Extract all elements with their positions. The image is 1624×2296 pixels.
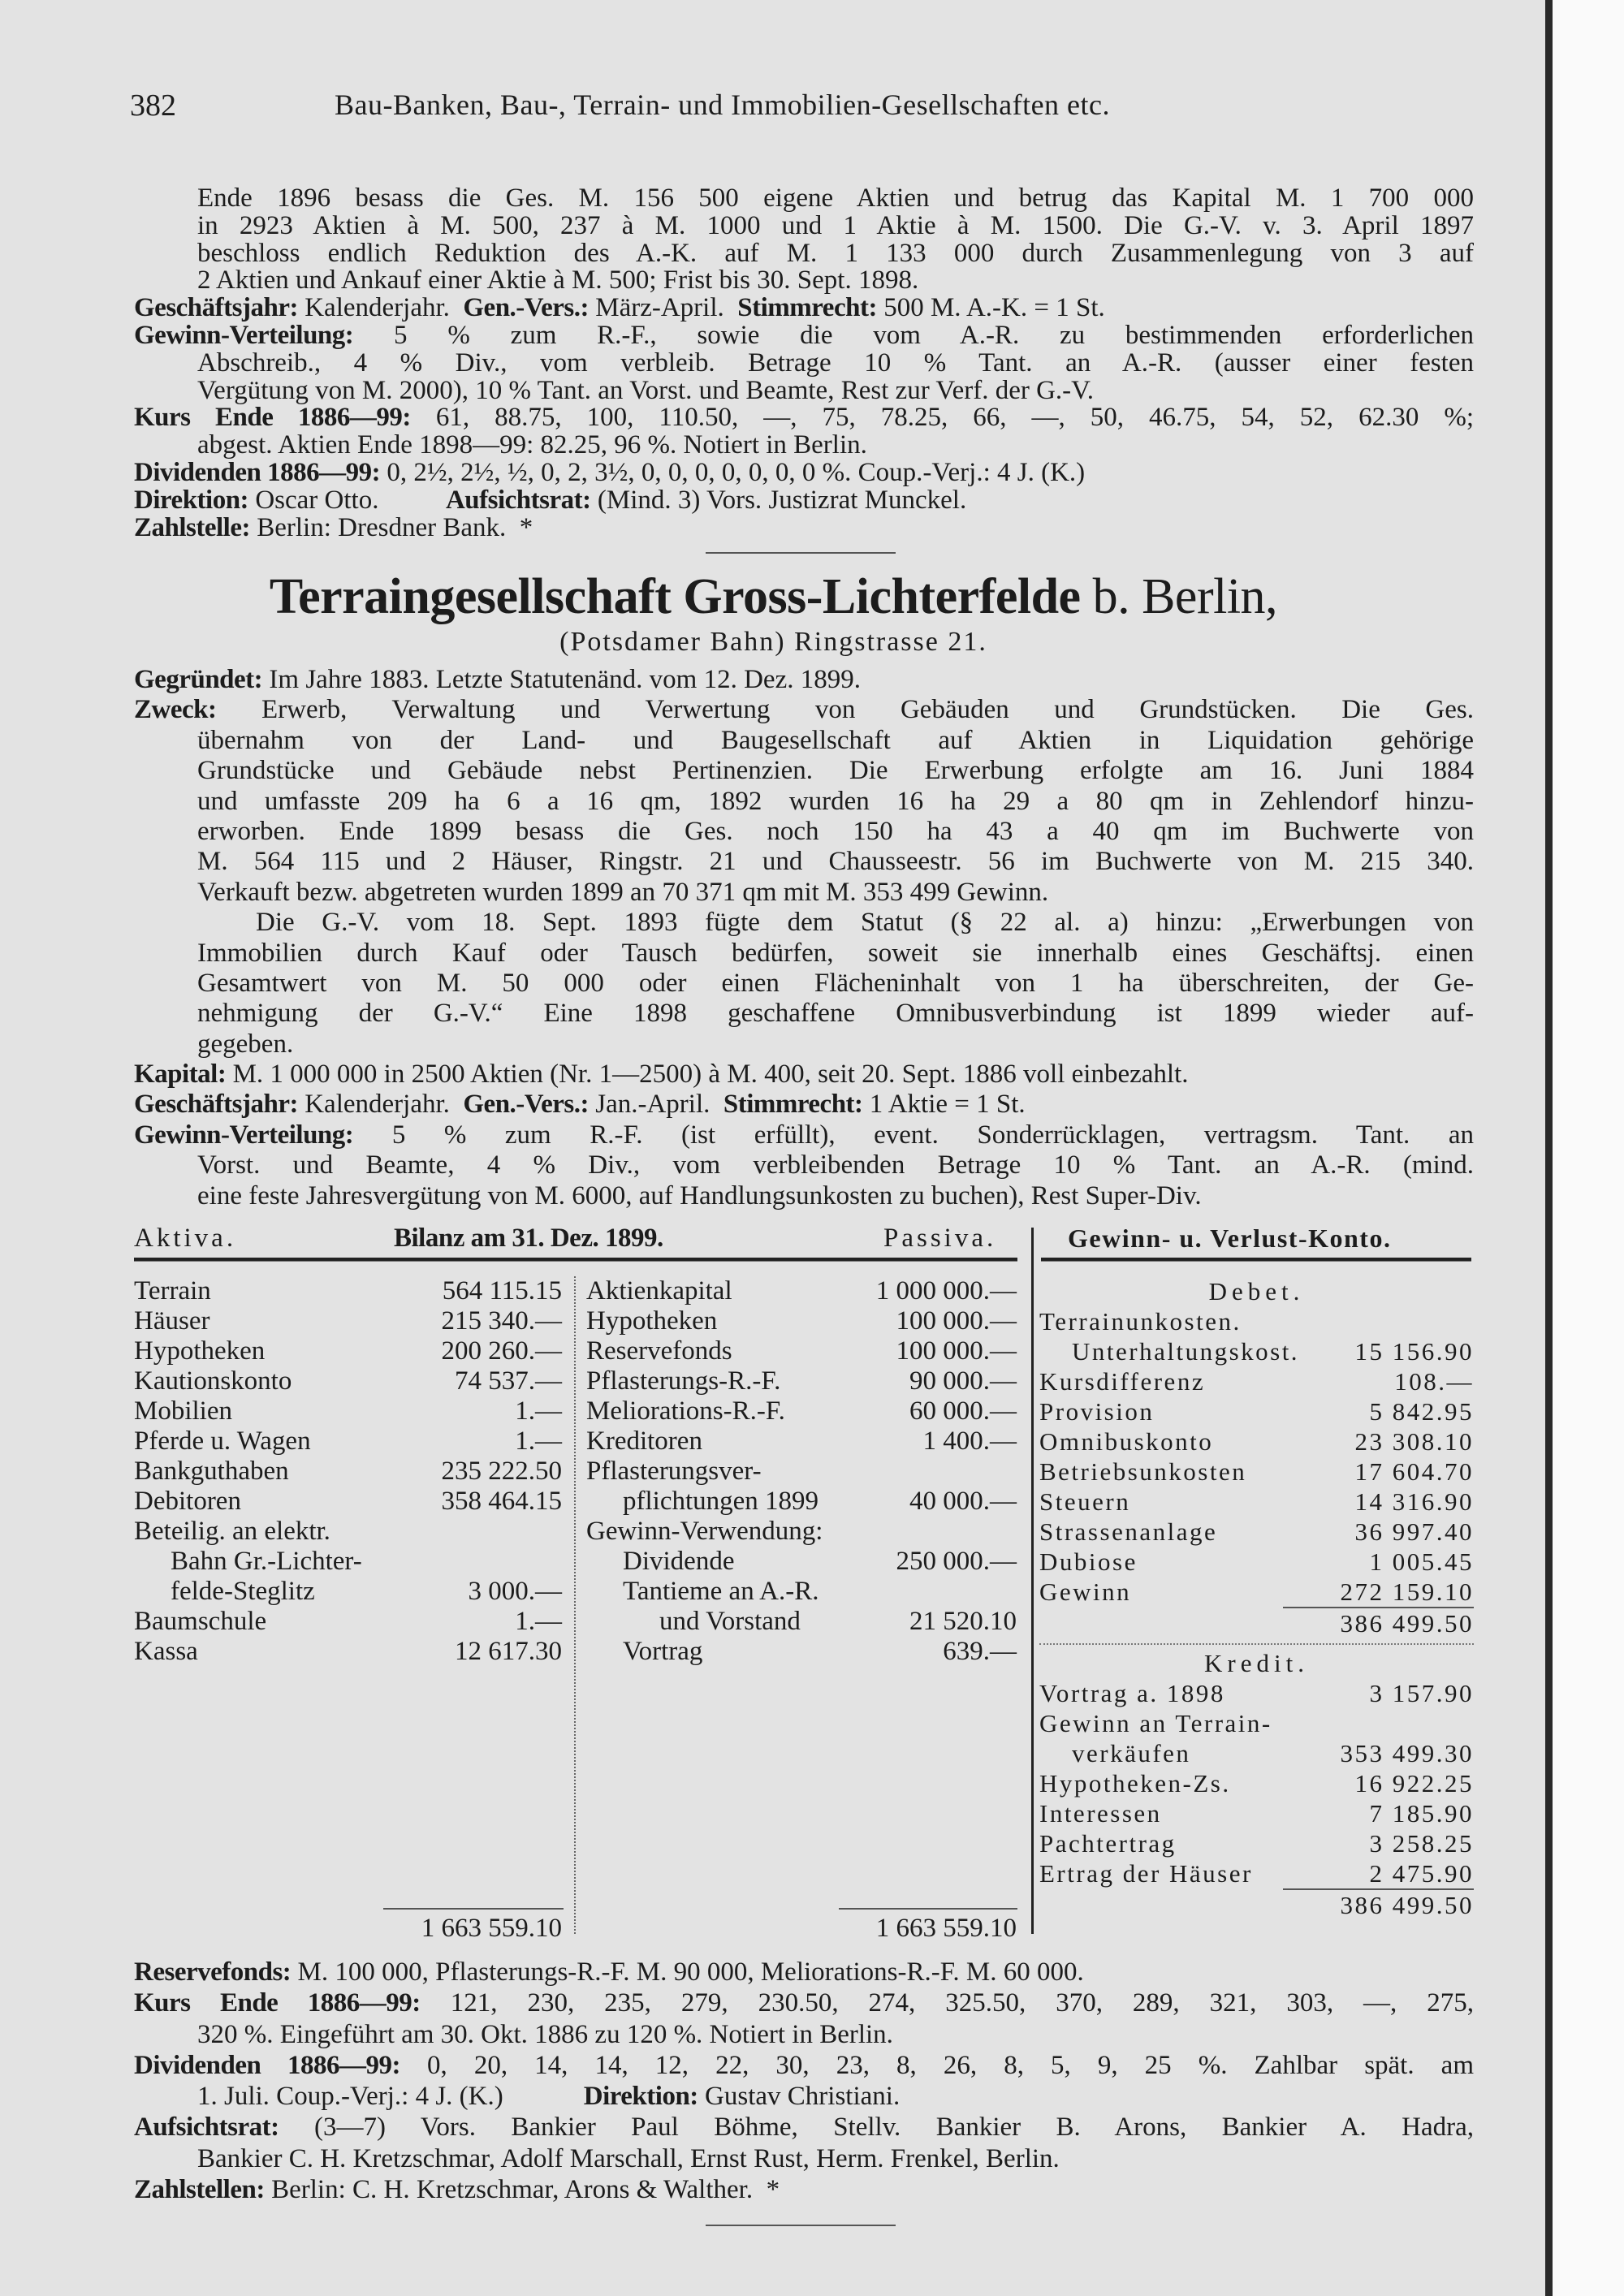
text-line — [134, 665, 1474, 695]
field-text: Ende 1896 besass die Ges. M. 156 500 eigene Aktien und betrug das Kapital M. 1 700 000 — [197, 183, 1474, 213]
bilanz-header-rule — [134, 1258, 1017, 1262]
entry-end-separator — [706, 2225, 896, 2226]
debet-row — [1039, 1517, 1474, 1547]
text-line — [134, 267, 1474, 295]
row-label: Betriebsunkosten — [1039, 1457, 1247, 1486]
passiva-row — [586, 1457, 1017, 1487]
row-label: Hypotheken-Zs. — [1039, 1769, 1231, 1798]
field-text: Vorst. und Beamte, 4 % Div., vom verbleibenden Betrage 10 % Tant. an A.-R. (mind. — [197, 1150, 1474, 1180]
row-label: felde-Steglitz — [171, 1577, 315, 1606]
row-label: Gewinn-Verwendung: — [586, 1517, 823, 1546]
field-label: Stimmrecht: — [723, 1090, 863, 1120]
row-value: 15 156.90 — [1354, 1337, 1474, 1366]
passiva-row — [586, 1306, 1017, 1336]
field-label: Direktion: — [583, 2082, 698, 2112]
row-value: 358 464.15 — [441, 1487, 562, 1516]
field-text: Verkauft bezw. abgetreten wurden 1899 an 70 371 qm mit M. 353 499 Gewinn. — [197, 877, 1049, 907]
field-label: Kurs Ende 1886—99: — [134, 1988, 421, 2018]
text-line — [134, 1060, 1474, 1090]
company-entry-footer — [134, 1957, 1474, 2205]
field-label: Geschäftsjahr: — [134, 293, 298, 323]
debet-row — [1039, 1336, 1474, 1366]
field-label: Gegründet: — [134, 665, 263, 694]
debet-row — [1039, 1366, 1474, 1396]
field-label: Zahlstelle: — [134, 512, 250, 542]
text-line — [134, 2081, 1474, 2112]
guv-header-rule — [1041, 1258, 1471, 1262]
row-value: 3 000.— — [468, 1577, 562, 1606]
kredit-row — [1039, 1738, 1474, 1768]
kredit-row — [1039, 1798, 1474, 1828]
field-text: Die G.-V. vom 18. Sept. 1893 fügte dem Statut (§ 22 al. a) hinzu: „Erwerbungen von — [256, 908, 1474, 938]
field-text: gegeben. — [197, 1029, 294, 1059]
aktiva-row — [134, 1396, 562, 1426]
running-head: Bau-Banken, Bau-, Terrain- und Immobilien-Gesellschaften etc. — [335, 88, 1111, 121]
text-line — [134, 787, 1474, 817]
field-text: M. 564 115 und 2 Häuser, Ringstr. 21 und Chausseestr. 56 im Buchwerte von M. 215 340. — [197, 847, 1474, 877]
debet-row — [1039, 1457, 1474, 1487]
debet-row — [1039, 1547, 1474, 1577]
entry-separator — [706, 552, 896, 554]
field-text: 2 Aktien und Ankauf einer Aktie à M. 500; Frist bis 30. Sept. 1898. — [197, 265, 919, 296]
field-text: 0, 2½, 2½, ½, 0, 2, 3½, 0, 0, 0, 0, 0, 0, 0 %. Coup.-Verj.: 4 J. (K.) — [380, 457, 1086, 487]
row-label: Reservefonds — [586, 1336, 732, 1366]
row-value: 36 997.40 — [1354, 1517, 1474, 1546]
row-label: Terrainunkosten. — [1039, 1307, 1242, 1336]
aktiva-row — [134, 1366, 562, 1396]
row-label: Gewinn an Terrain- — [1039, 1709, 1272, 1737]
field-text: erworben. Ende 1899 besass die Ges. noch 150 ha 43 a 40 qm im Buchwerte von — [197, 816, 1474, 846]
debet-row — [1039, 1577, 1474, 1607]
text-line — [134, 878, 1474, 908]
table-divider — [1031, 1228, 1034, 1934]
row-label: Vortrag — [623, 1637, 703, 1666]
passiva-row — [586, 1637, 1017, 1667]
field-text: Vergütung von M. 2000), 10 % Tant. an Vorst. und Beamte, Rest zur Verf. der G.-V. — [197, 375, 1094, 405]
company-address: (Potsdamer Bahn) Ringstrasse 21. — [559, 627, 987, 657]
row-value: 272 159.10 — [1340, 1577, 1474, 1606]
aktiva-row — [134, 1336, 562, 1366]
row-value: 7 185.90 — [1369, 1799, 1474, 1828]
row-label: Kursdifferenz — [1039, 1367, 1206, 1396]
aktiva-heading: Aktiva. — [134, 1224, 237, 1253]
aktiva-row — [134, 1517, 562, 1547]
row-label: Steuern — [1039, 1487, 1131, 1516]
aktiva-row — [134, 1577, 562, 1607]
field-text: eine feste Jahresvergütung von M. 6000, auf Handlungsunkosten zu buchen), Rest Super-Div. — [197, 1180, 1202, 1211]
previous-company-entry — [134, 185, 1474, 542]
row-label: Baumschule — [134, 1607, 267, 1636]
row-label: Omnibuskonto — [1039, 1427, 1214, 1456]
aktiva-row — [134, 1457, 562, 1487]
row-label: Hypotheken — [134, 1336, 266, 1366]
row-label: Kreditoren — [586, 1426, 702, 1456]
field-label: Dividenden 1886—99: — [134, 457, 381, 487]
row-value: 3 258.25 — [1369, 1829, 1474, 1858]
company-location: b. Berlin, — [1080, 569, 1278, 624]
field-text: 5 % zum R.-F. (ist erfüllt), event. Sonderrücklagen, vertragsm. Tant. an — [353, 1120, 1474, 1150]
guv-title: Gewinn- u. Verlust-Konto. — [1068, 1224, 1392, 1253]
row-value: 108.— — [1394, 1367, 1474, 1396]
field-text: Immobilien durch Kauf oder Tausch bedürfen, soweit sie innerhalb eines Geschäftsj. einen — [197, 938, 1474, 968]
kredit-row — [1039, 1858, 1474, 1888]
row-label: Ertrag der Häuser — [1039, 1859, 1253, 1888]
row-value: 1 000 000.— — [875, 1276, 1017, 1306]
row-label: Pachtertrag — [1039, 1829, 1177, 1858]
text-line — [134, 432, 1474, 460]
field-text: 1 Aktie = 1 St. — [862, 1090, 1026, 1120]
debet-row — [1039, 1487, 1474, 1517]
field-text: Bankier C. H. Kretzschmar, Adolf Marschall, Ernst Rust, Herm. Frenkel, Berlin. — [197, 2143, 1060, 2173]
passiva-row — [586, 1426, 1017, 1457]
row-label: Tantieme an A.-R. — [623, 1577, 819, 1606]
row-value: 40 000.— — [909, 1487, 1017, 1516]
aktiva-row — [134, 1487, 562, 1517]
debet-row — [1039, 1306, 1474, 1336]
row-label: Strassenanlage — [1039, 1517, 1218, 1546]
passiva-row — [586, 1487, 1017, 1517]
row-label: verkäufen — [1072, 1739, 1191, 1767]
text-line — [134, 1150, 1474, 1180]
aktiva-row — [134, 1306, 562, 1336]
row-label: Meliorations-R.-F. — [586, 1396, 785, 1426]
row-value: 564 115.15 — [442, 1276, 562, 1306]
kredit-row — [1039, 1768, 1474, 1798]
aktiva-row — [134, 1637, 562, 1667]
kredit-row — [1039, 1708, 1474, 1738]
text-line — [134, 1181, 1474, 1211]
field-text: nehmigung der G.-V.“ Eine 1898 geschaffene Omnibusverbindung ist 1899 wieder auf- — [197, 999, 1474, 1029]
aktiva-row — [134, 1607, 562, 1637]
row-label: Hypotheken — [586, 1306, 718, 1336]
text-line — [134, 457, 1474, 487]
row-value: 639.— — [943, 1637, 1017, 1666]
field-label: Aufsichtsrat: — [134, 2113, 279, 2143]
debet-total: 386 499.50 — [1340, 1609, 1474, 1638]
text-line — [134, 2112, 1474, 2143]
field-text: 5 % zum R.-F., sowie die vom A.-R. zu bestimmenden erforderlichen — [353, 320, 1474, 350]
field-text: Gustav Christiani. — [698, 2082, 901, 2112]
text-line — [134, 1987, 1474, 2018]
field-label: Dividenden 1886—99: — [134, 2050, 400, 2080]
field-text: Kalenderjahr. — [297, 1090, 464, 1120]
row-value: 16 922.25 — [1354, 1769, 1474, 1798]
aktiva-total-rule — [383, 1908, 564, 1910]
row-label: Aktienkapital — [586, 1276, 732, 1306]
passiva-row — [586, 1577, 1017, 1607]
row-label: Pflasterungs-R.-F. — [586, 1366, 781, 1396]
row-value: 1.— — [515, 1396, 562, 1426]
row-value: 353 499.30 — [1340, 1739, 1474, 1767]
field-label: Gewinn-Verteilung: — [134, 320, 354, 350]
field-text: Berlin: C. H. Kretzschmar, Arons & Walther. * — [264, 2175, 780, 2205]
field-text: (Mind. 3) Vors. Justizrat Munckel. — [590, 485, 967, 515]
passiva-total: 1 663 559.10 — [875, 1914, 1017, 1943]
scan-margin — [1553, 0, 1624, 2296]
passiva-row — [586, 1276, 1017, 1306]
page-edge-shadow — [1545, 0, 1553, 2296]
company-title — [0, 568, 1547, 626]
row-value: 90 000.— — [909, 1366, 1017, 1396]
field-text: Oscar Otto. — [248, 485, 446, 515]
row-label: Provision — [1039, 1397, 1155, 1426]
text-line — [134, 999, 1474, 1029]
aktiva-total: 1 663 559.10 — [421, 1914, 562, 1943]
text-line — [134, 240, 1474, 268]
row-value: 2 475.90 — [1369, 1859, 1474, 1888]
row-value: 60 000.— — [909, 1396, 1017, 1426]
text-line — [134, 2019, 1474, 2050]
field-label: Gewinn-Verteilung: — [134, 1120, 354, 1150]
field-text: Gesamtwert von M. 50 000 oder einen Flächeninhalt von 1 ha überschreiten, der Ge- — [197, 968, 1474, 998]
text-line — [134, 939, 1474, 969]
row-label: Beteilig. an elektr. — [134, 1517, 330, 1546]
text-line — [134, 2143, 1474, 2174]
text-line — [134, 756, 1474, 786]
page-number: 382 — [130, 88, 176, 123]
field-label: Reservefonds: — [134, 1957, 292, 1987]
field-text: und umfasste 209 ha 6 a 16 qm, 1892 wurden 16 ha 29 a 80 qm in Zehlendorf hinzu- — [197, 786, 1474, 816]
field-text: März-April. — [588, 293, 738, 323]
field-text: M. 100 000, Pflasterungs-R.-F. M. 90 000, Meliorations-R.-F. M. 60 000. — [291, 1957, 1084, 1987]
row-value: 5 842.95 — [1369, 1397, 1474, 1426]
field-text: 1. Juli. Coup.-Verj.: 4 J. (K.) — [197, 2082, 584, 2112]
aktiva-row — [134, 1276, 562, 1306]
section-rule — [1039, 1643, 1474, 1645]
row-label: Debitoren — [134, 1487, 241, 1516]
row-label: Vortrag a. 1898 — [1039, 1679, 1225, 1707]
debet-heading: Debet. — [1208, 1277, 1305, 1306]
text-line — [134, 969, 1474, 999]
passiva-heading: Passiva. — [883, 1224, 997, 1253]
row-value: 74 537.— — [455, 1366, 562, 1396]
passiva-row — [586, 1547, 1017, 1577]
row-label: Pflasterungsver- — [586, 1457, 762, 1486]
company-entry-body — [134, 665, 1474, 1211]
field-text: (3—7) Vors. Bankier Paul Böhme, Stellv. Bankier B. Arons, Bankier A. Hadra, — [279, 2113, 1474, 2143]
field-label: Stimmrecht: — [737, 293, 877, 323]
row-label: Häuser — [134, 1306, 210, 1336]
row-value: 17 604.70 — [1354, 1457, 1474, 1486]
row-value: 23 308.10 — [1354, 1427, 1474, 1456]
debet-row — [1039, 1426, 1474, 1457]
field-label: Kapital: — [134, 1060, 227, 1090]
row-label: Dubiose — [1039, 1547, 1138, 1576]
row-value: 100 000.— — [896, 1306, 1017, 1336]
text-line — [134, 185, 1474, 213]
field-text: Berlin: Dresdner Bank. * — [249, 512, 533, 542]
field-label: Gen.-Vers.: — [463, 1090, 589, 1120]
field-text: Abschreib., 4 % Div., vom verbleib. Betrage 10 % Tant. an A.-R. (ausser einer festen — [197, 347, 1474, 378]
field-text: Grundstücke und Gebäude nebst Pertinenzien. Die Erwerbung erfolgte am 16. Juni 1884 — [197, 756, 1474, 786]
row-value: 3 157.90 — [1369, 1679, 1474, 1707]
field-label: Direktion: — [134, 485, 249, 515]
field-text: M. 1 000 000 in 2500 Aktien (Nr. 1—2500) à M. 400, seit 20. Sept. 1886 voll einbezahlt. — [226, 1060, 1189, 1090]
debet-row — [1039, 1396, 1474, 1426]
row-value: 12 617.30 — [455, 1637, 562, 1666]
field-label: Aufsichtsrat: — [445, 485, 591, 515]
text-line — [134, 695, 1474, 725]
field-text: 0, 20, 14, 14, 12, 22, 30, 23, 8, 26, 8, 5, 9, 25 %. Zahlbar spät. am — [400, 2050, 1474, 2080]
row-label: Bankguthaben — [134, 1457, 289, 1486]
aktiva-column — [134, 1276, 562, 1667]
row-value: 14 316.90 — [1354, 1487, 1474, 1516]
text-line — [134, 375, 1474, 405]
row-value: 200 260.— — [441, 1336, 562, 1366]
passiva-total-rule — [839, 1908, 1017, 1910]
aktiva-row — [134, 1547, 562, 1577]
row-value: 100 000.— — [896, 1336, 1017, 1366]
field-text: Jan.-April. — [588, 1090, 723, 1120]
passiva-column — [586, 1276, 1017, 1667]
passiva-row — [586, 1517, 1017, 1547]
row-label: Kautionskonto — [134, 1366, 292, 1396]
company-name: Terraingesellschaft Gross-Lichterfelde — [269, 569, 1081, 624]
text-line — [134, 295, 1474, 322]
row-label: Pferde u. Wagen — [134, 1426, 311, 1456]
row-value: 1.— — [515, 1426, 562, 1456]
text-line — [134, 2050, 1474, 2081]
kredit-row — [1039, 1828, 1474, 1858]
field-text: Im Jahre 1883. Letzte Statutenänd. vom 12. Dez. 1899. — [262, 665, 861, 694]
row-label: und Vorstand — [659, 1607, 801, 1636]
field-text: beschloss endlich Reduktion des A.-K. auf M. 1 133 000 durch Zusammenlegung von 3 auf — [197, 238, 1474, 268]
field-text: Kalenderjahr. — [297, 293, 464, 323]
field-text: 320 %. Eingeführt am 30. Okt. 1886 zu 120 %. Notiert in Berlin. — [197, 2019, 893, 2049]
text-line — [134, 210, 1474, 240]
aktiva-row — [134, 1426, 562, 1457]
text-line — [134, 1090, 1474, 1120]
row-label: Bahn Gr.-Lichter- — [171, 1547, 362, 1576]
field-text: Erwerb, Verwaltung und Verwertung von Gebäuden und Grundstücken. Die Ges. — [216, 695, 1474, 725]
row-value: 235 222.50 — [441, 1457, 562, 1486]
text-line — [134, 322, 1474, 350]
text-line — [134, 2174, 1474, 2205]
field-label: Zweck: — [134, 695, 217, 725]
field-text: 500 M. A.-K. = 1 St. — [876, 293, 1105, 323]
guv-column — [1039, 1276, 1474, 1920]
field-text: abgest. Aktien Ende 1898—99: 82.25, 96 %. Notiert in Berlin. — [197, 430, 867, 460]
field-text: 121, 230, 235, 279, 230.50, 274, 325.50, 370, 289, 321, 303, —, 275, — [420, 1988, 1474, 2018]
row-value: 21 520.10 — [909, 1607, 1017, 1636]
text-line — [134, 908, 1474, 938]
text-line — [134, 487, 1474, 515]
field-text: 61, 88.75, 100, 110.50, —, 75, 78.25, 66, —, 50, 46.75, 54, 52, 62.30 %; — [410, 403, 1474, 433]
row-label: Mobilien — [134, 1396, 232, 1426]
row-value: 250 000.— — [896, 1547, 1017, 1576]
kredit-total: 386 499.50 — [1340, 1891, 1474, 1919]
text-line — [134, 1029, 1474, 1060]
row-label: Unterhaltungskost. — [1072, 1337, 1300, 1366]
row-label: Interessen — [1039, 1799, 1162, 1828]
field-label: Geschäftsjahr: — [134, 1090, 298, 1120]
field-text: in 2923 Aktien à M. 500, 237 à M. 1000 und 1 Aktie à M. 1500. Die G.-V. v. 3. April 1897 — [197, 210, 1474, 240]
kredit-row — [1039, 1678, 1474, 1708]
field-label: Gen.-Vers.: — [463, 293, 589, 323]
passiva-row — [586, 1336, 1017, 1366]
text-line — [134, 817, 1474, 847]
row-label: Gewinn — [1039, 1577, 1132, 1606]
row-value: 215 340.— — [441, 1306, 562, 1336]
bilanz-title: Bilanz am 31. Dez. 1899. — [394, 1224, 663, 1253]
row-label: Terrain — [134, 1276, 211, 1306]
row-label: Kassa — [134, 1637, 198, 1666]
passiva-row — [586, 1607, 1017, 1637]
row-value: 1.— — [515, 1607, 562, 1636]
text-line — [134, 726, 1474, 756]
field-label: Kurs Ende 1886—99: — [134, 403, 411, 433]
text-line — [134, 1957, 1474, 1987]
kredit-heading: Kredit. — [1204, 1649, 1309, 1677]
row-value: 1 005.45 — [1369, 1547, 1474, 1576]
field-text: übernahm von der Land- und Baugesellschaft auf Aktien in Liquidation gehörige — [197, 725, 1474, 755]
passiva-row — [586, 1396, 1017, 1426]
field-label: Zahlstellen: — [134, 2175, 265, 2205]
text-line — [134, 847, 1474, 877]
row-label: pflichtungen 1899 — [623, 1487, 819, 1516]
bilanz-column-divider — [574, 1276, 576, 1934]
text-line — [134, 1120, 1474, 1150]
text-line — [134, 512, 1474, 542]
row-value: 1 400.— — [922, 1426, 1017, 1456]
text-line — [134, 404, 1474, 432]
row-label: Dividende — [623, 1547, 735, 1576]
passiva-row — [586, 1366, 1017, 1396]
text-line — [134, 347, 1474, 378]
